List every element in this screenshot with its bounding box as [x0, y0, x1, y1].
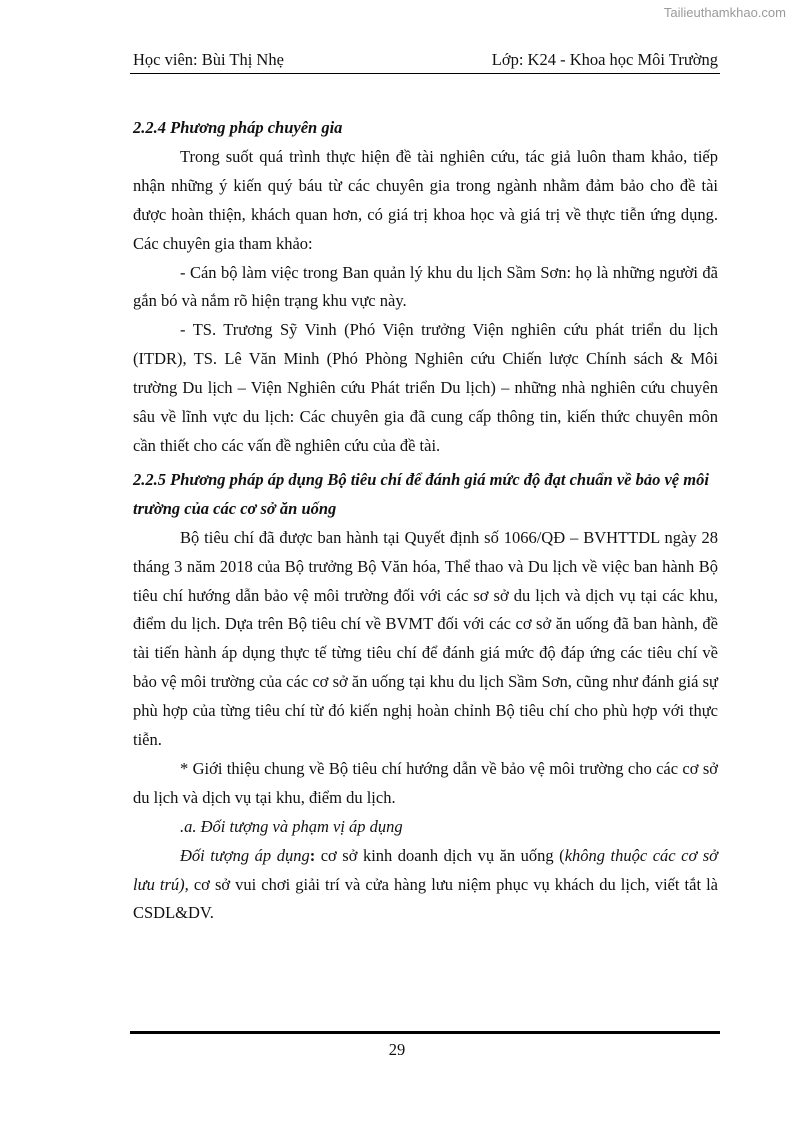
text-segment: cơ sở vui chơi giải trí và cửa hàng lưu niệm phục vụ khách du lịch, viết tắt là CSDL&DV. [133, 874, 718, 923]
paragraph: Bộ tiêu chí đã được ban hành tại Quyết định số 1066/QĐ – BVHTTDL ngày 28 tháng 3 năm 2018 của Bộ trưởng Bộ Văn hóa, Thể thao và Du lịch về việc ban hành Bộ tiêu chí hướng dẫn bảo vệ môi trường đối với các sơ sở du lịch và dịch vụ tại các khu, điểm du lịch. Dựa trên Bộ tiêu chí về BVMT đối với các cơ sở ăn uống đã ban hành, đề tài tiến hành áp dụng thực tế từng tiêu chí để đánh giá mức độ đáp ứng các tiêu chí về bảo vệ môi trường của các cơ sở ăn uống tại khu du lịch Sầm Sơn, cũng như đánh giá sự phù hợp của từng tiêu chí từ đó kiến nghị hoàn chỉnh Bộ tiêu chí cho phù hợp với thực tiễn. [133, 527, 718, 750]
paragraph: Trong suốt quá trình thực hiện đề tài nghiên cứu, tác giả luôn tham khảo, tiếp nhận những ý kiến quý báu từ các chuyên gia trong ngành nhằm đảm bảo cho đề tài được hoàn thiện, khách quan hơn, có giá trị khoa học và giá trị về thực tiễn ứng dụng. Các chuyên gia tham khảo: [133, 146, 718, 253]
header-rule [130, 73, 720, 74]
text-segment: cơ sở kinh doanh dịch vụ ăn uống ( [315, 845, 565, 865]
header-student: Học viên: Bùi Thị Nhẹ [133, 50, 284, 69]
watermark: Tailieuthamkhao.com [663, 5, 786, 20]
italic-segment: không thuộc các cơ sở lưu trú), [133, 845, 718, 894]
paragraph: - Cán bộ làm việc trong Ban quản lý khu du lịch Sầm Sơn: họ là những người đã gắn bó và nắm rõ hiện trạng khu vực này. [133, 262, 718, 311]
header-class: Lớp: K24 - Khoa học Môi Trường [491, 50, 718, 69]
heading-2-2-5: 2.2.5 Phương pháp áp dụng Bộ tiêu chí để đánh giá mức độ đạt chuẩn về bảo vệ môi trường của các cơ sở ăn uống [133, 469, 709, 518]
paragraph [133, 842, 718, 929]
page-header [133, 50, 718, 72]
subheading-a: .a. Đối tượng và phạm vị áp dụng [180, 816, 403, 836]
label-colon: : [309, 845, 316, 865]
page-body [133, 114, 718, 928]
label-doi-tuong: Đối tượng áp dụng [180, 845, 310, 865]
paragraph: * Giới thiệu chung về Bộ tiêu chí hướng dẫn về bảo vệ môi trường cho các cơ sở du lịch và dịch vụ tại khu, điểm du lịch. [133, 758, 718, 807]
footer-rule [130, 1031, 720, 1034]
heading-2-2-4: 2.2.4 Phương pháp chuyên gia [133, 118, 343, 137]
page-number: 29 [388, 1040, 406, 1059]
paragraph: - TS. Trương Sỹ Vinh (Phó Viện trưởng Viện nghiên cứu phát triển du lịch (ITDR), TS. Lê Văn Minh (Phó Phòng Nghiên cứu Chiến lược Chính sách & Môi trường Du lịch – Viện Nghiên cứu Phát triển Du lịch) – những nhà nghiên cứu chuyên sâu về lĩnh vực du lịch: Các chuyên gia đã cung cấp thông tin, kiến thức chuyên môn cần thiết cho các vấn đề nghiên cứu của đề tài. [133, 320, 718, 455]
